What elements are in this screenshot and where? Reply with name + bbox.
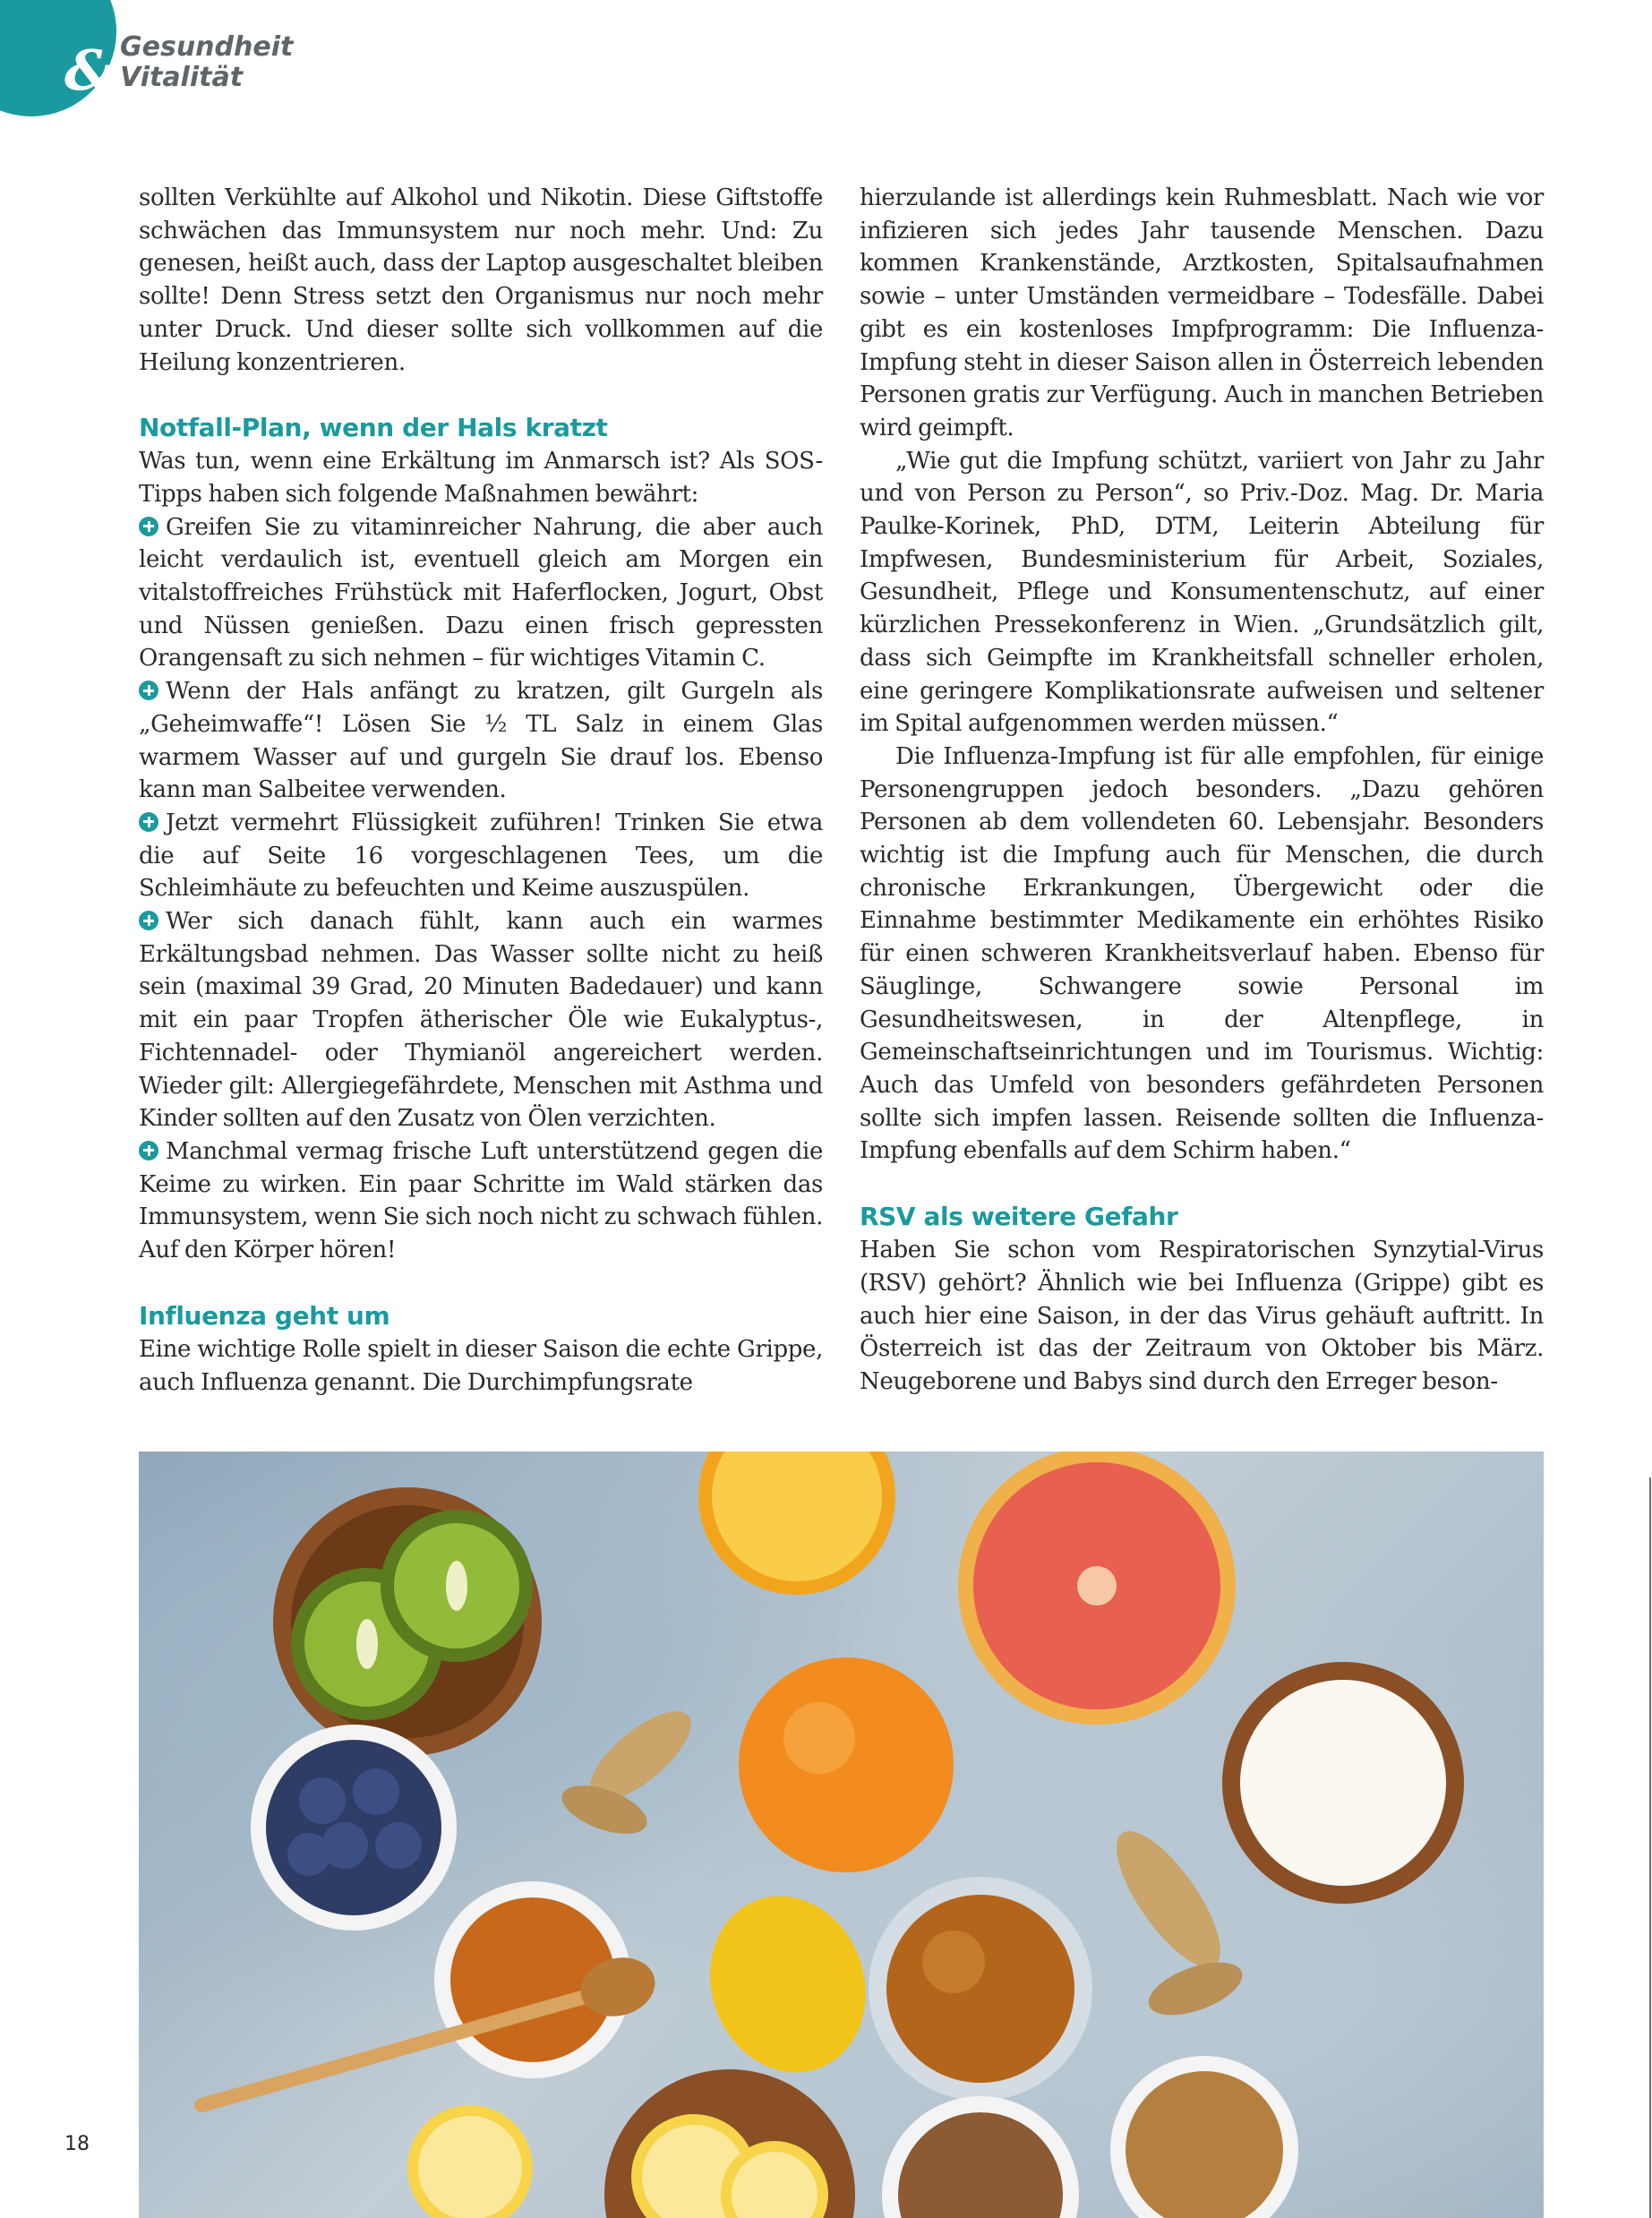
grapefruit-half: [958, 1452, 1236, 1725]
lemon-slice: [407, 2105, 533, 2218]
almond-bowl: [882, 2096, 1079, 2218]
section-title-line1: Gesundheit: [120, 31, 294, 63]
section-title-line2: Vitalität: [120, 62, 244, 93]
tip-text: Greifen Sie zu vitaminreicher Nahrung, die aber auch leicht verdaulich ist, eventuell gleich am Morgen ein vitalstoffreiches Frühstück mit Haferflocken, Jogurt, Obst und Nüssen genießen. Dazu einen frisch gepressten Orangensaft zu sich nehmen – für wichtiges Vitamin C.: [139, 513, 823, 672]
quote-paragraph: „Wie gut die Impfung schützt, variiert von Jahr zu Jahr und von Person zu Person“, so Priv.-Doz. Mag. Dr. Maria Paulke-Korinek, PhD, DTM, Leiterin Abteilung für Impfwesen, Bundesministerium für Arbeit, Soziales, Gesundheit, Pflege und Konsumentenschutz, auf einer kürzlichen Pressekonferenz in Wien. „Grundsätzlich gilt, dass sich Geimpfte im Krankheitsfall schneller erholen, eine geringere Komplikationsrate aufweisen und seltener im Spital aufgenommen werden müssen.“: [860, 447, 1544, 738]
blueberry-bowl: [251, 1725, 457, 1931]
heading-rsv: RSV als weitere Gefahr: [860, 1202, 1178, 1232]
lemon-half: [698, 1452, 895, 1595]
orange: [739, 1657, 954, 1872]
section-title: [120, 32, 293, 93]
tip-item: [139, 1135, 823, 1267]
plus-bullet-icon: [139, 681, 158, 700]
tip-text: Manchmal vermag frische Luft unterstützend gegen die Keime zu wirken. Ein paar Schritte im Wald stärken das Immunsystem, wenn Sie sich noch nicht zu schwach fühlen. Auf den Körper hören!: [139, 1137, 823, 1264]
page-number: 18: [64, 2133, 90, 2155]
food-illustration: [139, 1452, 1544, 2218]
heading-influenza: Influenza geht um: [139, 1300, 390, 1331]
plus-bullet-icon: [139, 911, 158, 930]
tip-item: [139, 675, 823, 807]
honey-bowl: [201, 1881, 662, 2105]
section-ampersand: &: [64, 38, 115, 103]
left-column: [139, 182, 823, 1399]
right-column: [860, 182, 1544, 1399]
tip-item: [139, 807, 823, 905]
rsv-paragraph: Haben Sie schon vom Respiratorischen Synzytial-Virus (RSV) gehört? Ähnlich wie bei Influenza (Grippe) gibt es auch hier eine Saison, in der das Virus gehäuft auftritt. In Österreich ist das der Zeitraum von Oktober bis März. Neugeborene und Babys sind durch den Erreger beson-: [860, 1237, 1544, 1395]
tip-item: [139, 511, 823, 676]
intro-paragraph: sollten Verkühlte auf Alkohol und Nikotin. Diese Giftstoffe schwächen das Immunsystem nur noch mehr. Und: Zu genesen, heißt auch, dass der Laptop ausgeschaltet bleiben sollte! Denn Stress setzt den Organismus nur noch mehr unter Druck. Und dieser sollte sich vollkommen auf die Heilung konzentrieren.: [139, 184, 823, 376]
lemon-slices-bowl: [604, 2069, 855, 2218]
tip-text: Wer sich danach fühlt, kann auch ein warmes Erkältungsbad nehmen. Das Wasser sollte nicht zu heiß sein (maximal 39 Grad, 20 Minuten Badedauer) und kann mit ein paar Tropfen ätherischer Öle wie Eukalyptus-, Fichtennadel- oder Thymianöl angereichert werden. Wieder gilt: Allergiegefährdete, Menschen mit Asthma und Kinder sollten auf den Zusatz von Ölen verzichten.: [139, 908, 823, 1133]
yoghurt-bowl: [1222, 1662, 1464, 1904]
plus-bullet-icon: [139, 517, 158, 536]
heading-notfall-plan: Notfall-Plan, wenn der Hals kratzt: [139, 413, 608, 443]
tip-text: Jetzt vermehrt Flüssigkeit zuführen! Trinken Sie etwa die auf Seite 16 vorgeschlagenen Tees, um die Schleimhäute zu befeuchten und Keime auszuspülen.: [139, 809, 823, 903]
lead-paragraph: Was tun, wenn eine Erkältung im Anmarsch ist? Als SOS-Tipps haben sich folgende Maßnahmen bewährt:: [139, 448, 823, 508]
tip-text: Wenn der Hals anfängt zu kratzen, gilt Gurgeln als „Geheimwaffe“! Lösen Sie ½ TL Salz in einem Glas warmem Wasser auf und gurgeln Sie drauf los. Ebenso kann man Salbeitee verwenden.: [139, 678, 823, 804]
body-paragraph: Die Influenza-Impfung ist für alle empfohlen, für einige Personengruppen jedoch besonders. „Dazu gehören Personen ab dem vollendeten 60. Lebensjahr. Besonders wichtig ist die Impfung auch für Menschen, die durch chronische Erkrankungen, Übergewicht oder die Einnahme bestimmter Medikamente ein erhöhtes Risiko für einen schweren Krankheitsverlauf haben. Ebenso für Säuglinge, Schwangere sowie Personal im Gesundheitswesen, in der Altenpflege, in Gemeinschaftseinrichtungen und im Tourismus. Wichtig: Auch das Umfeld von besonders gefährdeten Personen sollte sich impfen lassen. Reisende sollten die Influenza-Impfung ebenfalls auf dem Schirm haben.“: [860, 742, 1544, 1165]
kiwi-bowl: [273, 1487, 542, 1756]
plus-bullet-icon: [139, 812, 158, 832]
spice-bowl: [1110, 2056, 1298, 2218]
tea-cup: [869, 1877, 1092, 2101]
body-paragraph: hierzulande ist allerdings kein Ruhmesblatt. Nach wie vor infizieren sich jedes Jahr tausende Menschen. Dazu kommen Krankenstände, Arztkosten, Spitalsaufnahmen sowie – unter Umständen vermeidbare – Todesfälle. Dabei gibt es ein kostenloses Impfprogramm: Die Influenza-Impfung steht in dieser Saison allen in Österreich lebenden Personen gratis zur Verfügung. Auch in manchen Betrieben wird geimpft.: [860, 184, 1544, 441]
page-edge-line: [1649, 1477, 1651, 2218]
tip-item: [139, 905, 823, 1135]
food-photo: [139, 1452, 1544, 2218]
lemon: [686, 1874, 890, 2094]
influenza-paragraph: Eine wichtige Rolle spielt in dieser Saison die echte Grippe, auch Influenza genannt. Die Durchimpfungsrate: [139, 1335, 823, 1396]
plus-bullet-icon: [139, 1141, 158, 1160]
